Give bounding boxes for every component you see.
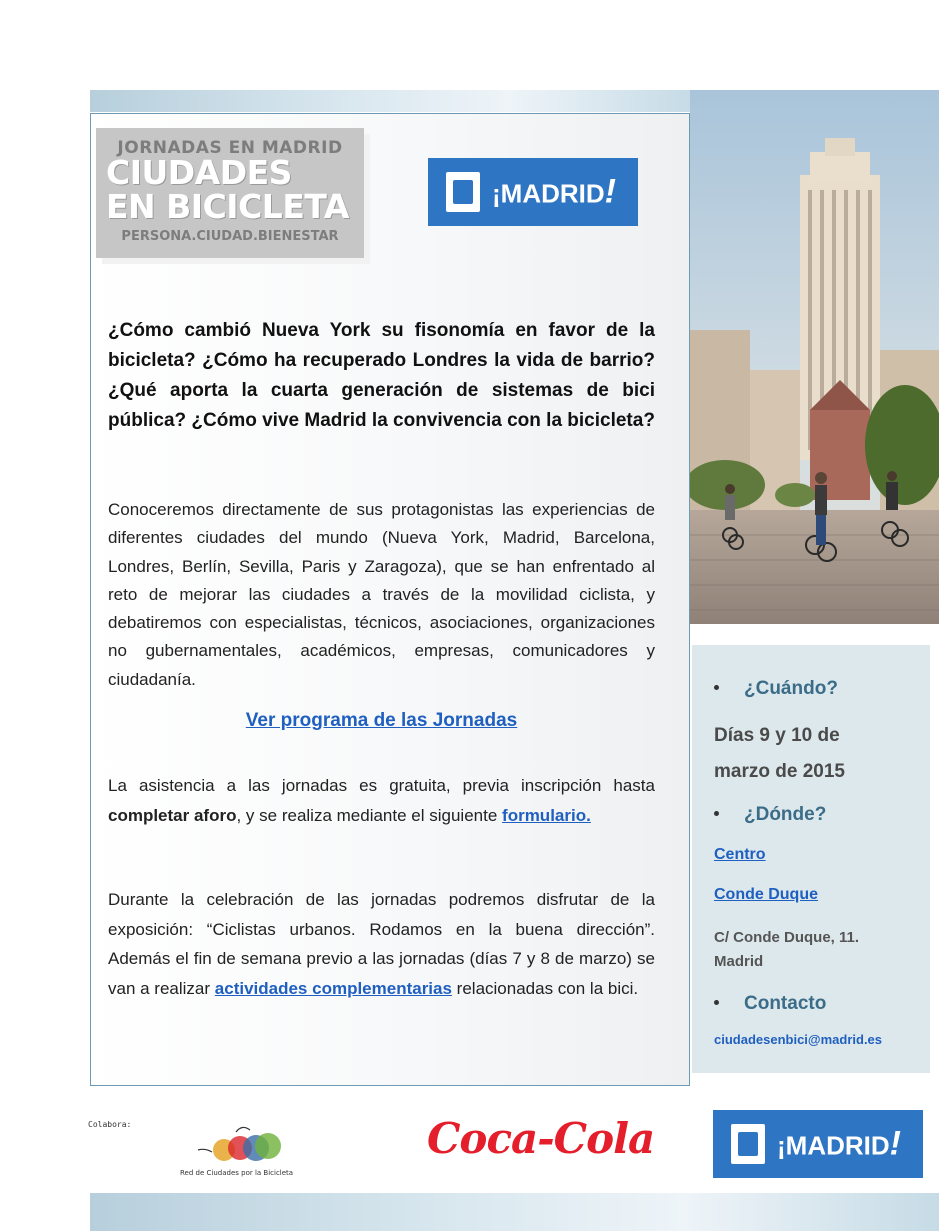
event-dates-line-2: marzo de 2015 (714, 761, 845, 782)
coca-cola-wordmark: Coca-Cola (427, 1114, 655, 1163)
registration-text-1: La asistencia a las jornadas es gratuita, previa inscripción hasta (108, 776, 655, 795)
coca-cola-logo (427, 1108, 655, 1170)
collaborators-label: Colabora: (88, 1120, 132, 1129)
registration-form-link[interactable]: formulario. (502, 805, 591, 825)
intro-questions: ¿Cómo cambió Nueva York su fisonomía en favor de la bicicleta? ¿Cómo ha recuperado Londres la vida de barrio? ¿Qué aporta la cuarta generación de sistemas de bici pública? ¿Cómo vive Madrid la convivencia con la bicicleta? (108, 320, 655, 431)
program-link[interactable]: Ver programa de las Jornadas (245, 710, 518, 731)
red-ciudades-bicicleta-logo (180, 1118, 294, 1180)
madrid-crest-icon (446, 172, 480, 212)
jornadas-ciudades-en-bicicleta-logo (96, 128, 364, 258)
bicycle-wheels-icon (180, 1118, 290, 1168)
venue-link-line-2[interactable]: Conde Duque (714, 886, 818, 903)
event-dates (714, 718, 845, 790)
exposition-paragraph (108, 885, 655, 1003)
bullet-icon (714, 811, 719, 816)
registration-text-2: , y se realiza mediante el siguiente (236, 805, 503, 825)
bullet-icon (714, 1000, 719, 1005)
where-label: ¿Dónde? (744, 804, 827, 825)
complementary-activities-link[interactable]: actividades complementarias (214, 978, 452, 998)
city-cyclists-photo (690, 90, 939, 624)
logo-line-jornadas: JORNADAS EN MADRID (117, 138, 343, 158)
logo-line-en-bicicleta: EN BICICLETA (106, 187, 349, 226)
red-ciudades-caption: Red de Ciudades por la Bicicleta (180, 1169, 294, 1177)
exposition-text-1: Durante la celebración de las jornadas podremos disfrutar de la exposición: “Ciclistas urbanos. Rodamos en la buena dirección”. Además el fin de semana previo a las jornadas (días 7 y 8 de marzo) se van a realizar (108, 890, 655, 998)
registration-bold-text: completar aforo (108, 805, 237, 825)
madrid-logo-text: ¡MADRID! (492, 172, 616, 211)
madrid-logo (428, 158, 638, 226)
when-label: ¿Cuándo? (744, 678, 838, 699)
madrid-logo-footer (713, 1110, 923, 1178)
address-line-2: Madrid (714, 953, 764, 970)
bullet-icon (714, 685, 719, 690)
exposition-text-2: relacionadas con la bici. (451, 978, 639, 998)
madrid-logo-footer-text: ¡MADRID! (777, 1124, 901, 1163)
top-decorative-band (90, 90, 690, 112)
contact-label: Contacto (744, 993, 827, 1014)
venue-address (714, 926, 859, 974)
madrid-crest-icon (731, 1124, 765, 1164)
logo-line-tagline: PERSONA.CIUDAD.BIENESTAR (121, 229, 339, 244)
intro-paragraph: Conoceremos directamente de sus protagonistas las experiencias de diferentes ciudades del mundo (Nueva York, Madrid, Barcelona, Londres, Berlín, Sevilla, Paris y Zaragoza), que se han enfrentado al reto de mejorar las ciudades a través de la movilidad ciclista, y debatiremos con especialistas, técnicos, asociaciones, organizaciones no gubernamentales, académicos, empresas, comunicadores y ciudadanía. (108, 500, 655, 689)
venue-link-line-1[interactable]: Centro (714, 846, 766, 863)
registration-paragraph (108, 771, 655, 830)
event-dates-line-1: Días 9 y 10 de (714, 725, 840, 746)
logo-line-ciudades: CIUDADES (106, 153, 292, 192)
address-line-1: C/ Conde Duque, 11. (714, 929, 860, 946)
contact-email[interactable]: ciudadesenbici@madrid.es (714, 1032, 883, 1047)
bottom-decorative-band (90, 1193, 939, 1231)
